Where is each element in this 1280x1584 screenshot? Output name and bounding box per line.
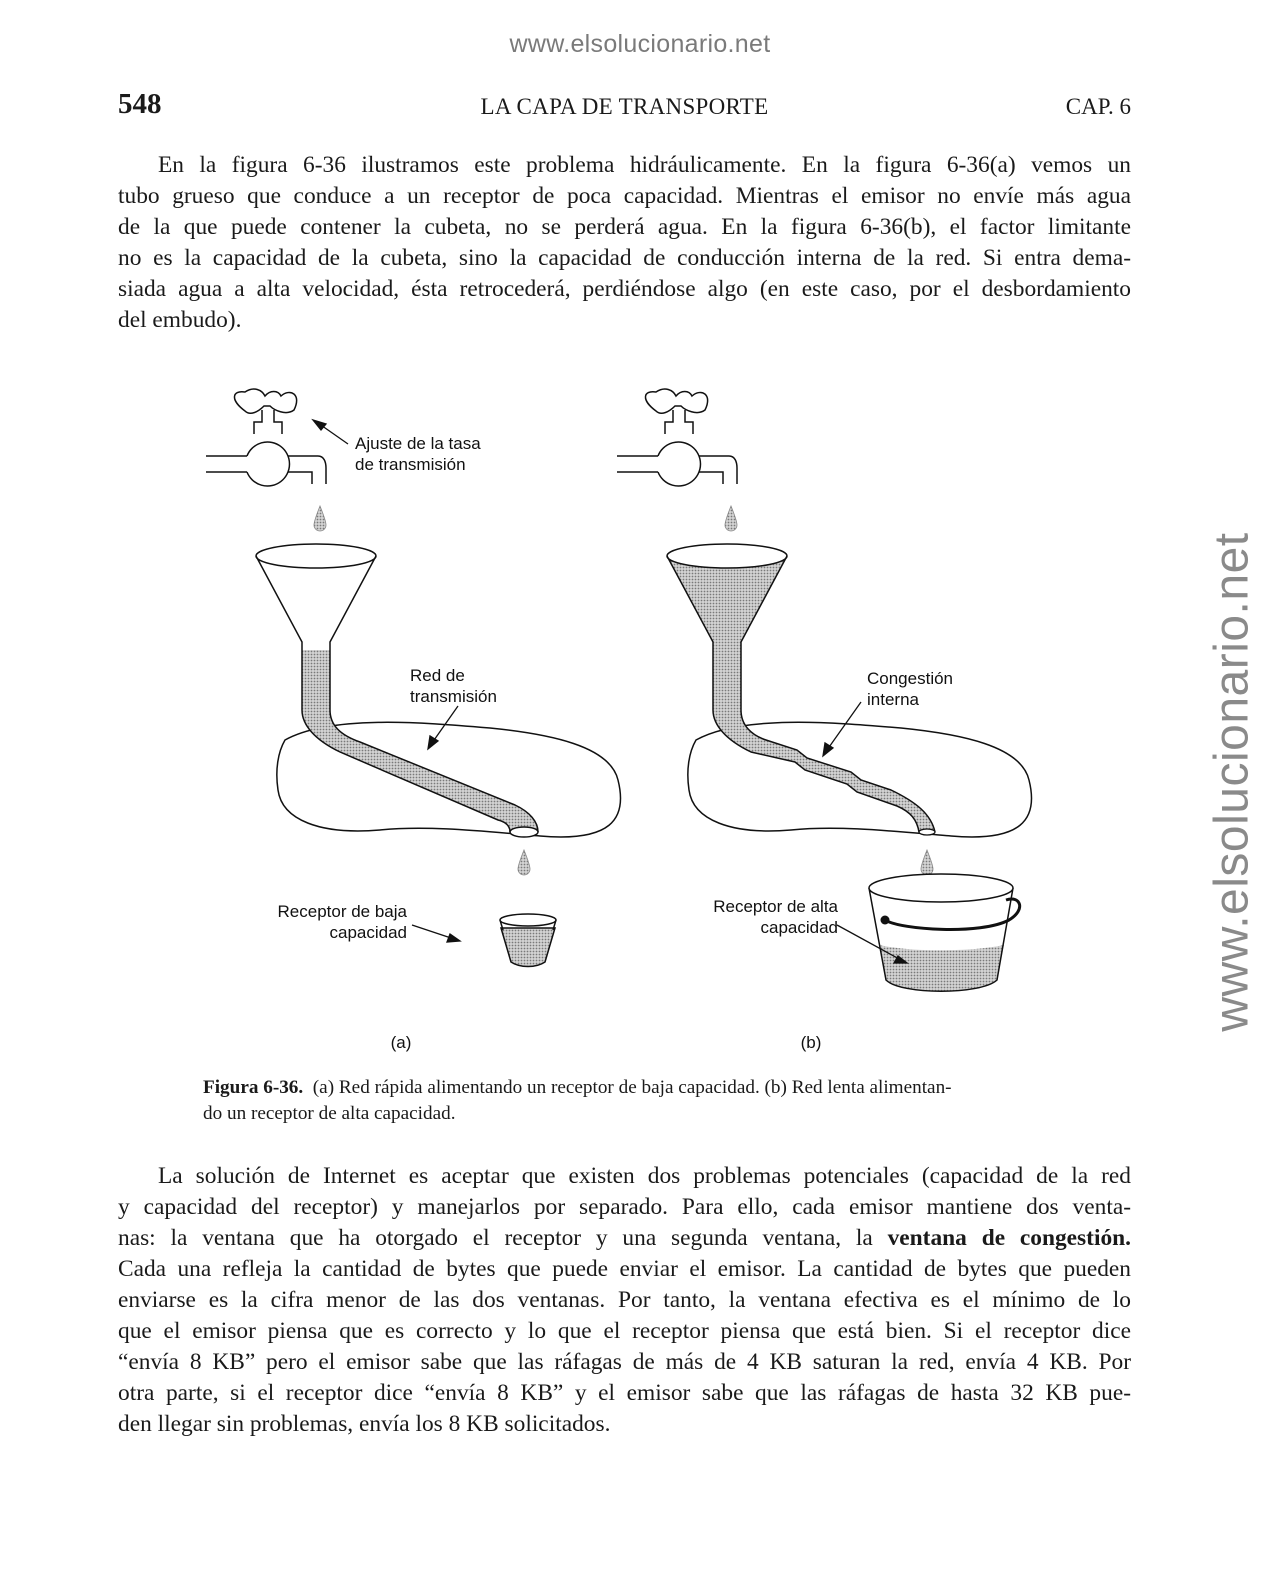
pipe-outlet (510, 827, 538, 837)
caption-line: do un receptor de alta capacidad. (203, 1103, 456, 1124)
faucet-icon (617, 389, 737, 486)
watermark-side: www.elsolucionario.net (1205, 532, 1259, 1032)
text-line: enviarse es la cifra menor de las dos ventanas. Por tanto, la ventana efectiva es el mínimo de lo (118, 1287, 1131, 1313)
text-line: no es la capacidad de la cubeta, sino la capacidad de conducción interna de la red. Si entra dema- (118, 245, 1131, 271)
arrow (823, 702, 861, 756)
text-line: tubo grueso que conduce a un receptor de poca capacidad. Mientras el emisor no envíe más agua (118, 183, 1131, 209)
label-network-1: Red de (410, 666, 465, 685)
text-line (118, 1223, 1131, 1254)
paragraph-solution (118, 1161, 1131, 1440)
panel-a-label: (a) (390, 1033, 412, 1052)
bucket-icon (869, 874, 1020, 991)
chapter-label: CAP. 6 (1065, 94, 1131, 119)
label-rate-adjust-1: Ajuste de la tasa (355, 434, 481, 453)
page-header (118, 88, 1131, 124)
faucet-icon (206, 389, 326, 486)
water-drop-icon (518, 850, 530, 875)
label-high-receiver-2: capacidad (760, 918, 838, 937)
term-congestion-window: ventana de congestión. (887, 1225, 1132, 1251)
water-drop-icon (725, 506, 737, 531)
text-line: otra parte, si el receptor dice “envía 8 KB” y el emisor sabe que las ráfagas de hasta 32 KB pue- (118, 1380, 1131, 1406)
text-line: del embudo). (118, 307, 242, 333)
text-line: den llegar sin problemas, envía los 8 KB solicitados. (118, 1411, 611, 1437)
text-segment: nas: la ventana que ha otorgado el receptor y una segunda ventana, la (118, 1225, 888, 1251)
caption-text: (a) Red rápida alimentando un receptor de baja capacidad. (b) Red lenta alimentan- (312, 1077, 952, 1098)
arrow (428, 706, 458, 749)
text-line: “envía 8 KB” pero el emisor sabe que las ráfagas de más de 4 KB saturan la red, envía 4 KB. Por (118, 1349, 1131, 1375)
caption-line (203, 1075, 1043, 1101)
caption-label: Figura 6-36. (203, 1077, 304, 1098)
text-line: de la que puede contener la cubeta, no se perderá agua. En la figura 6-36(b), el factor limitante (118, 214, 1131, 240)
text-line: La solución de Internet es aceptar que existen dos problemas potenciales (capacidad de la red (158, 1163, 1131, 1189)
panel-b-label: (b) (800, 1033, 822, 1052)
arrow (837, 925, 907, 963)
paragraph-intro (118, 150, 1131, 336)
label-high-receiver-1: Receptor de alta (713, 897, 838, 916)
label-network-2: transmisión (410, 687, 497, 706)
label-congestion-2: interna (867, 690, 919, 709)
text-line: que el emisor piensa que es correcto y lo que el receptor piensa que está bien. Si el receptor dice (118, 1318, 1131, 1344)
text-line: siada agua a alta velocidad, ésta retrocederá, perdiéndose algo (en este caso, por el desbordamiento (118, 276, 1131, 302)
running-title: LA CAPA DE TRANSPORTE (480, 94, 769, 119)
text-line: y capacidad del receptor) y manejarlos por separado. Para ello, cada emisor mantiene dos venta- (118, 1194, 1131, 1220)
water-drop-icon (921, 850, 933, 875)
panel-a (206, 389, 621, 1052)
arrow (412, 925, 460, 942)
small-cup-icon (500, 914, 556, 967)
water-drop-icon (314, 506, 326, 531)
arrow (313, 420, 348, 444)
figure-illustration (190, 380, 1070, 1060)
figure-caption (203, 1075, 1043, 1127)
figure-6-36 (190, 380, 1070, 1060)
label-low-receiver-1: Receptor de baja (277, 902, 407, 921)
label-low-receiver-2: capacidad (329, 923, 407, 942)
text-line: En la figura 6-36 ilustramos este problema hidráulicamente. En la figura 6-36(a) vemos un (158, 152, 1131, 178)
label-congestion-1: Congestión (867, 669, 954, 688)
watermark-top: www.elsolucionario.net (509, 30, 771, 58)
pipe-outlet (919, 829, 935, 835)
page-number: 548 (118, 88, 162, 120)
text-line: Cada una refleja la cantidad de bytes que puede enviar el emisor. La cantidad de bytes que pueden (118, 1256, 1131, 1282)
panel-b (617, 389, 1032, 1052)
label-rate-adjust-2: de transmisión (355, 455, 466, 474)
